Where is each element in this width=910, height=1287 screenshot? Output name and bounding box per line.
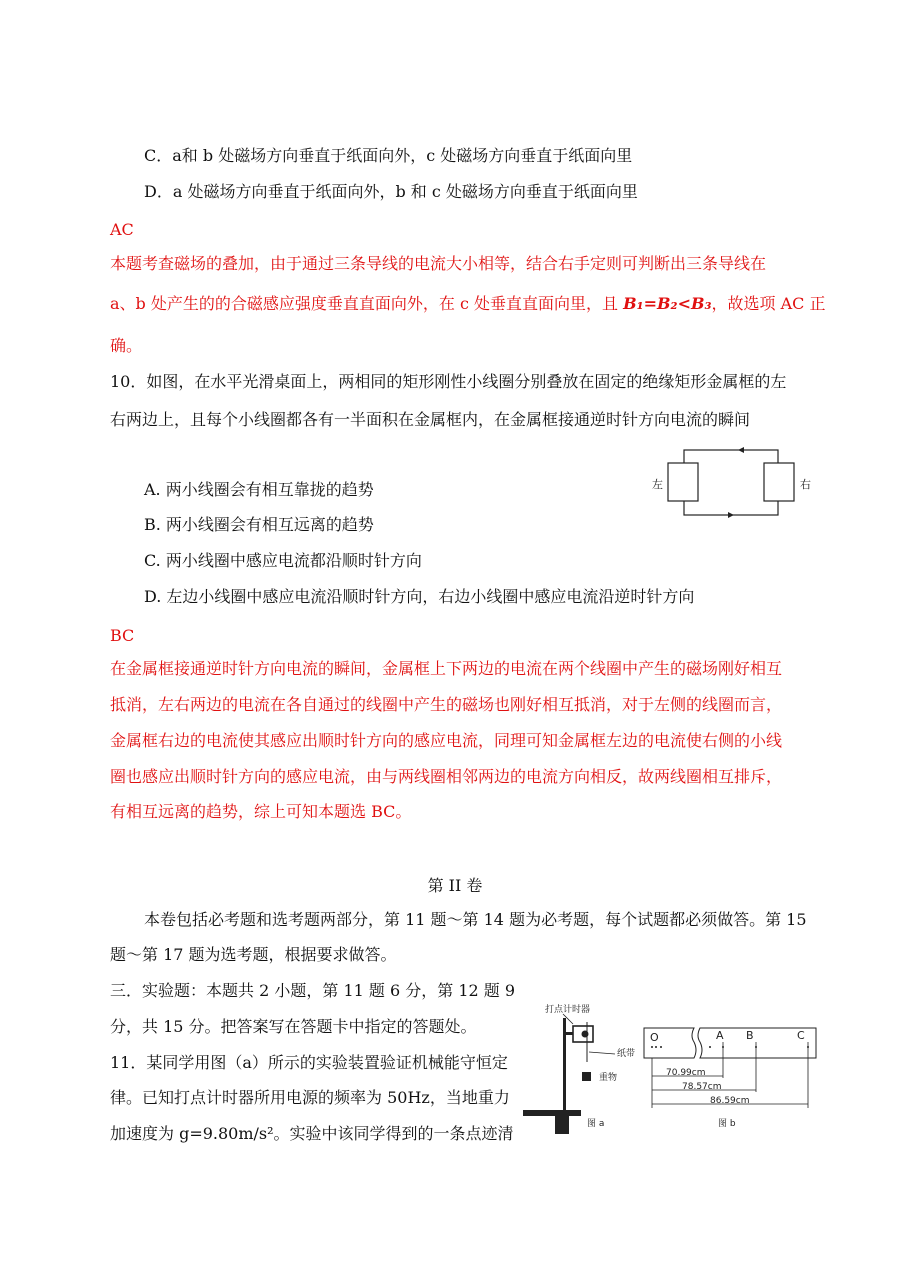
bottom-current-arrow <box>728 512 734 518</box>
weight <box>582 1072 591 1081</box>
caption-a: 图 a <box>587 1119 605 1129</box>
part2-title: 第 II 卷 <box>427 876 483 895</box>
fig-right-label: 右 <box>800 478 811 491</box>
tape-outline <box>644 1028 816 1058</box>
point-b-label: B <box>746 1029 754 1042</box>
q10-explanation-line5: 有相互远离的趋势，综上可知本题选 BC。 <box>110 802 412 821</box>
distance-c: 86.59cm <box>710 1096 750 1106</box>
tape-label: 纸带 <box>617 1049 636 1059</box>
left-coil <box>668 463 698 501</box>
q10-option-d: D. 左边小线圈中感应电流沿顺时针方向，右边小线圈中感应电流沿逆时针方向 <box>144 587 695 606</box>
timer-label: 打点计时器 <box>545 1005 591 1015</box>
q10-figure <box>650 440 820 530</box>
q10-option-b: B. 两小线圈会有相互远离的趋势 <box>144 515 374 534</box>
q11-figure-b <box>642 1022 818 1132</box>
point-o-label: O <box>650 1031 659 1044</box>
q10-explanation-line2: 抵消，左右两边的电流在各自通过的线圈中产生的磁场也刚好相互抵消，对于左侧的线圈而言， <box>110 695 783 714</box>
part2-intro-line1: 本卷包括必考题和选考题两部分，第 11 题～第 14 题为必考题，每个试题都必须做答。第 15 <box>144 910 807 929</box>
q11-line2: 律。已知打点计时器所用电源的频率为 50Hz，当地重力 <box>110 1088 510 1107</box>
q10-explanation-line4: 圈也感应出顺时针方向的感应电流，由与两线圈相邻两边的电流方向相反，故两线圈相互排斥， <box>110 767 783 786</box>
q11-line3: 加速度为 g=9.80m/s²。实验中该同学得到的一条点迹清 <box>110 1124 514 1143</box>
q9-explanation-text: a、b 处产生的的合磁感应强度垂直直面向外，在 c 处垂直直面向里，且 <box>110 294 624 313</box>
q9-explanation-line3: 确。 <box>110 336 143 355</box>
q9-option-c: C．a和 b 处磁场方向垂直于纸面向外，c 处磁场方向垂直于纸面向里 <box>144 146 633 165</box>
q10-stem-line1: 10．如图，在水平光滑桌面上，两相同的矩形刚性小线圈分别叠放在固定的绝缘矩形金属框的左 <box>110 372 787 391</box>
q10-option-a: A. 两小线圈会有相互靠拢的趋势 <box>144 480 374 499</box>
table-clamp <box>555 1116 569 1134</box>
weight-label: 重物 <box>599 1073 618 1083</box>
point-c-label: C <box>797 1029 805 1042</box>
right-coil <box>764 463 794 501</box>
q10-answer: BC <box>110 626 135 645</box>
caption-b: 图 b <box>718 1119 736 1129</box>
q9-option-d: D．a 处磁场方向垂直于纸面向外，b 和 c 处磁场方向垂直于纸面向里 <box>144 182 638 201</box>
q11-figure-a <box>515 1000 645 1140</box>
point-a-label: A <box>716 1029 724 1042</box>
q10-explanation-line1: 在金属框接通逆时针方向电流的瞬间，金属框上下两边的电流在两个线圈中产生的磁场刚好相互 <box>110 659 783 678</box>
q10-option-c: C. 两小线圈中感应电流都沿顺时针方向 <box>144 551 422 570</box>
part2-intro-line2: 题～第 17 题为选考题，根据要求做答。 <box>110 945 397 964</box>
q10-explanation-line3: 金属框右边的电流使其感应出顺时针方向的感应电流，同理可知金属框左边的电流使右侧的小线 <box>110 731 783 750</box>
q9-formula: B₁=B₂<B₃ <box>623 294 712 313</box>
q11-line1: 11．某同学用图（a）所示的实验装置验证机械能守恒定 <box>110 1053 508 1072</box>
q9-explanation-line1: 本题考查磁场的叠加，由于通过三条导线的电流大小相等，结合右手定则可判断出三条导线在 <box>110 254 767 273</box>
fig-left-label: 左 <box>652 478 663 491</box>
top-current-arrow <box>738 447 744 453</box>
q9-explanation-line2 <box>110 294 825 314</box>
distance-b: 78.57cm <box>682 1082 722 1092</box>
q9-answer: AC <box>110 220 134 239</box>
q10-stem-line2: 右两边上，且每个小线圈都各有一半面积在金属框内，在金属框接通逆时针方向电流的瞬间 <box>110 410 751 429</box>
q9-explanation-tail: ，故选项 AC 正 <box>711 294 826 313</box>
distance-a: 70.99cm <box>666 1068 706 1078</box>
section3-line2: 分，共 15 分。把答案写在答题卡中指定的答题处。 <box>110 1017 477 1036</box>
table-top <box>523 1110 581 1116</box>
section3-line1: 三．实验题：本题共 2 小题，第 11 题 6 分，第 12 题 9 <box>110 981 516 1000</box>
